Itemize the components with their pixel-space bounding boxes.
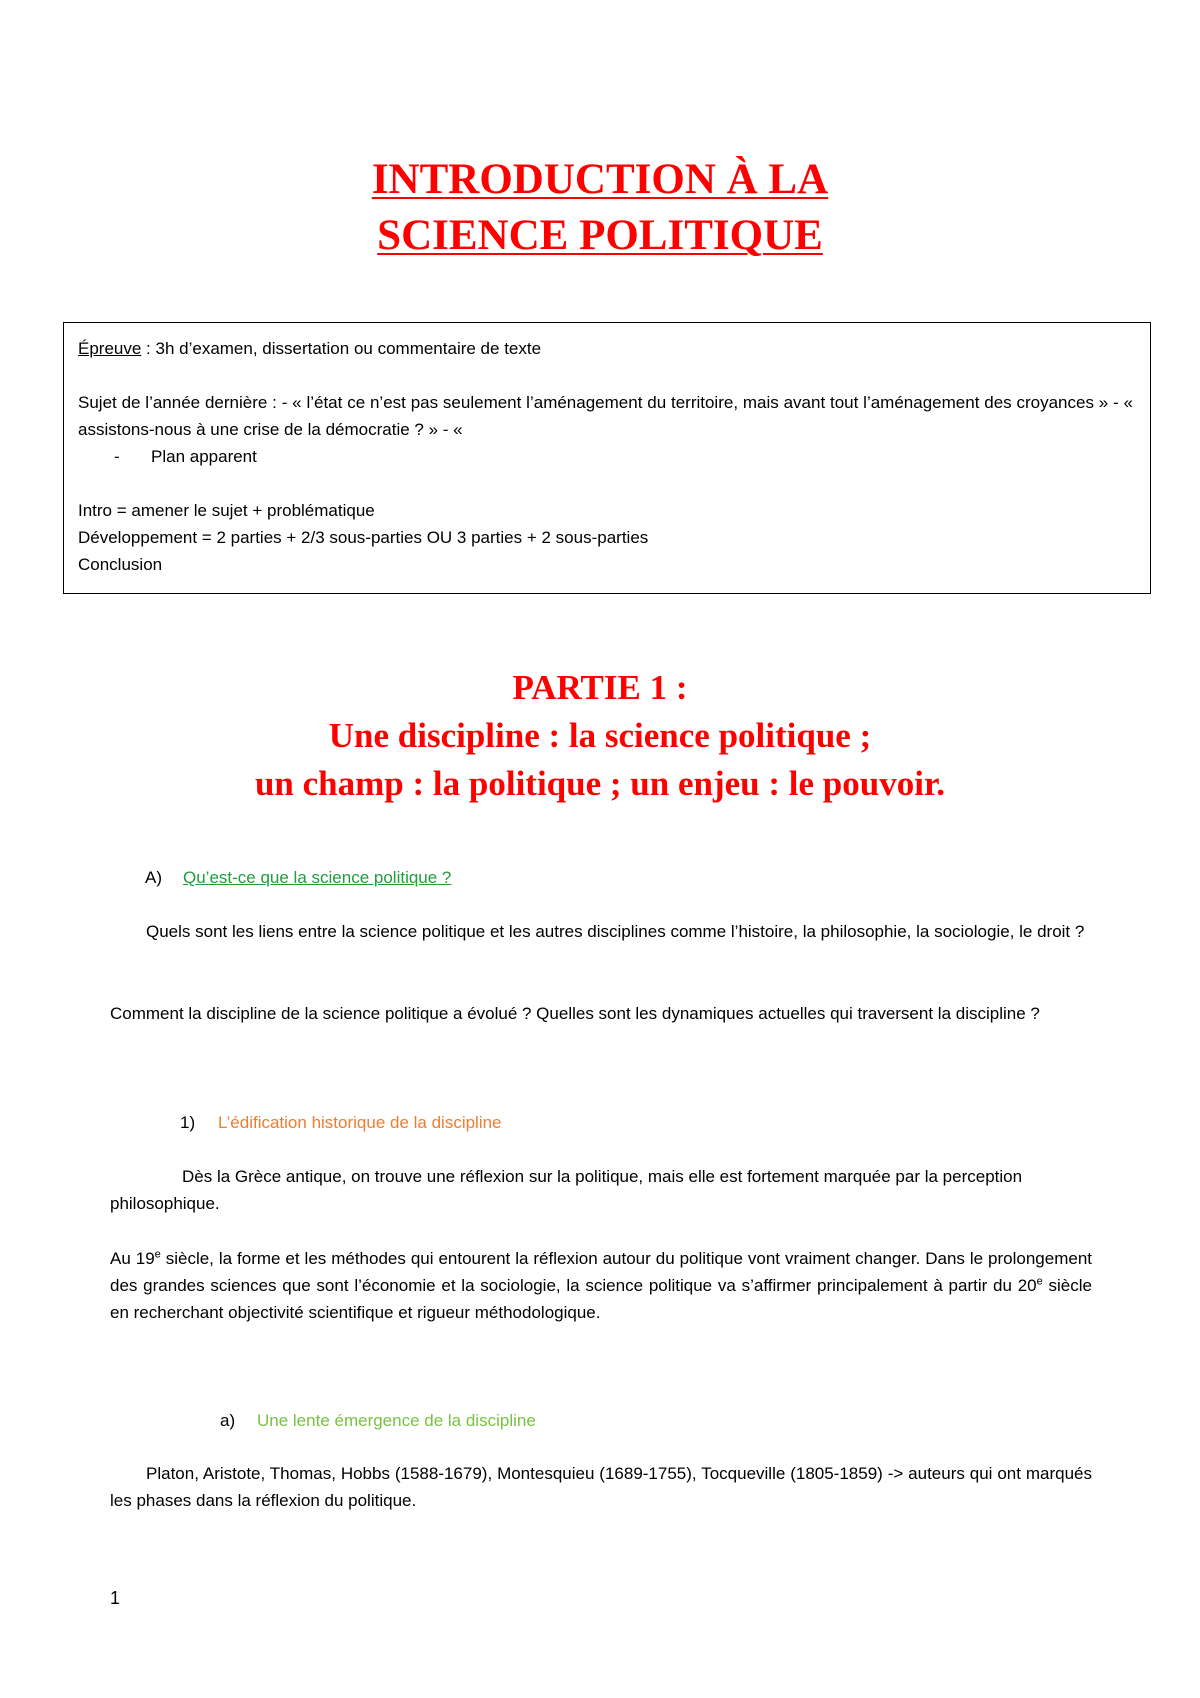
section-a-title: Qu’est-ce que la science politique ? (183, 868, 452, 887)
section-a-small-marker: a) (220, 1411, 236, 1430)
part-1-subtitle-2: un champ : la politique ; un enjeu : le pouvoir. (254, 764, 946, 803)
plan-item-text: Plan apparent (151, 447, 257, 466)
sujet-paragraph: Sujet de l’année dernière : - « l’état ce n’est pas seulement l’aménagement du territoire, mais avant tout l’aménagement des croyances » - « assistons-nous à une crise de la démocratie ? » - « (78, 393, 1133, 439)
section-a-paragraph-1: Quels sont les liens entre la science politique et les autres disciplines comme l’histoire, la philosophie, la sociologie, le droit ? (146, 922, 1085, 941)
section-1-paragraph-1: Dès la Grèce antique, on trouve une réflexion sur la politique, mais elle est fortement marquée par la perception philosophique. (110, 1167, 1023, 1213)
exam-info-box (63, 322, 1151, 594)
section-1-paragraph-2: Au 19e siècle, la forme et les méthodes qui entourent la réflexion autour du politique vont vraiment changer. Dans le prolongement des grandes sciences que sont l’économie et la sociologie, la science politique va s’affirmer principalement à partir du 20e siècle en recherchant objectivité scientifique et rigueur méthodologique. (110, 1248, 1092, 1322)
intro-line: Intro = amener le sujet + problématique (78, 501, 375, 520)
dash-bullet: - (114, 447, 120, 466)
conclusion-line: Conclusion (78, 555, 163, 574)
section-a-small-heading (110, 1407, 1092, 1434)
page-number: 1 (110, 1588, 121, 1608)
title-line-2: SCIENCE POLITIQUE (377, 212, 823, 259)
title-line-1: INTRODUCTION À LA (371, 156, 829, 203)
epreuve-label: Épreuve (78, 339, 142, 358)
part-1-subtitle-1: Une discipline : la science politique ; (328, 716, 872, 755)
epreuve-line (78, 335, 1133, 362)
section-1-heading (110, 1109, 1092, 1136)
plan-list-item (78, 443, 1133, 470)
development-line: Développement = 2 parties + 2/3 sous-parties OU 3 parties + 2 sous-parties (78, 528, 649, 547)
part-1-label: PARTIE 1 : (512, 668, 688, 707)
section-a-marker: A) (145, 868, 162, 887)
document-title (0, 152, 1200, 264)
part-1-heading (0, 664, 1200, 808)
section-a-small-paragraph: Platon, Aristote, Thomas, Hobbs (1588-1679), Montesquieu (1689-1755), Tocqueville (1805-1859) -> auteurs qui ont marqués les phases dans la réflexion du politique. (110, 1464, 1092, 1510)
section-a-small-title: Une lente émergence de la discipline (257, 1411, 536, 1430)
section-a-heading (110, 864, 1092, 891)
section-a-paragraph-2: Comment la discipline de la science politique a évolué ? Quelles sont les dynamiques actuelles qui traversent la discipline ? (110, 1004, 1040, 1023)
epreuve-text: : 3h d’examen, dissertation ou commentaire de texte (141, 339, 542, 358)
section-1-title: L’édification historique de la discipline (218, 1113, 502, 1132)
section-1-marker: 1) (180, 1113, 196, 1132)
